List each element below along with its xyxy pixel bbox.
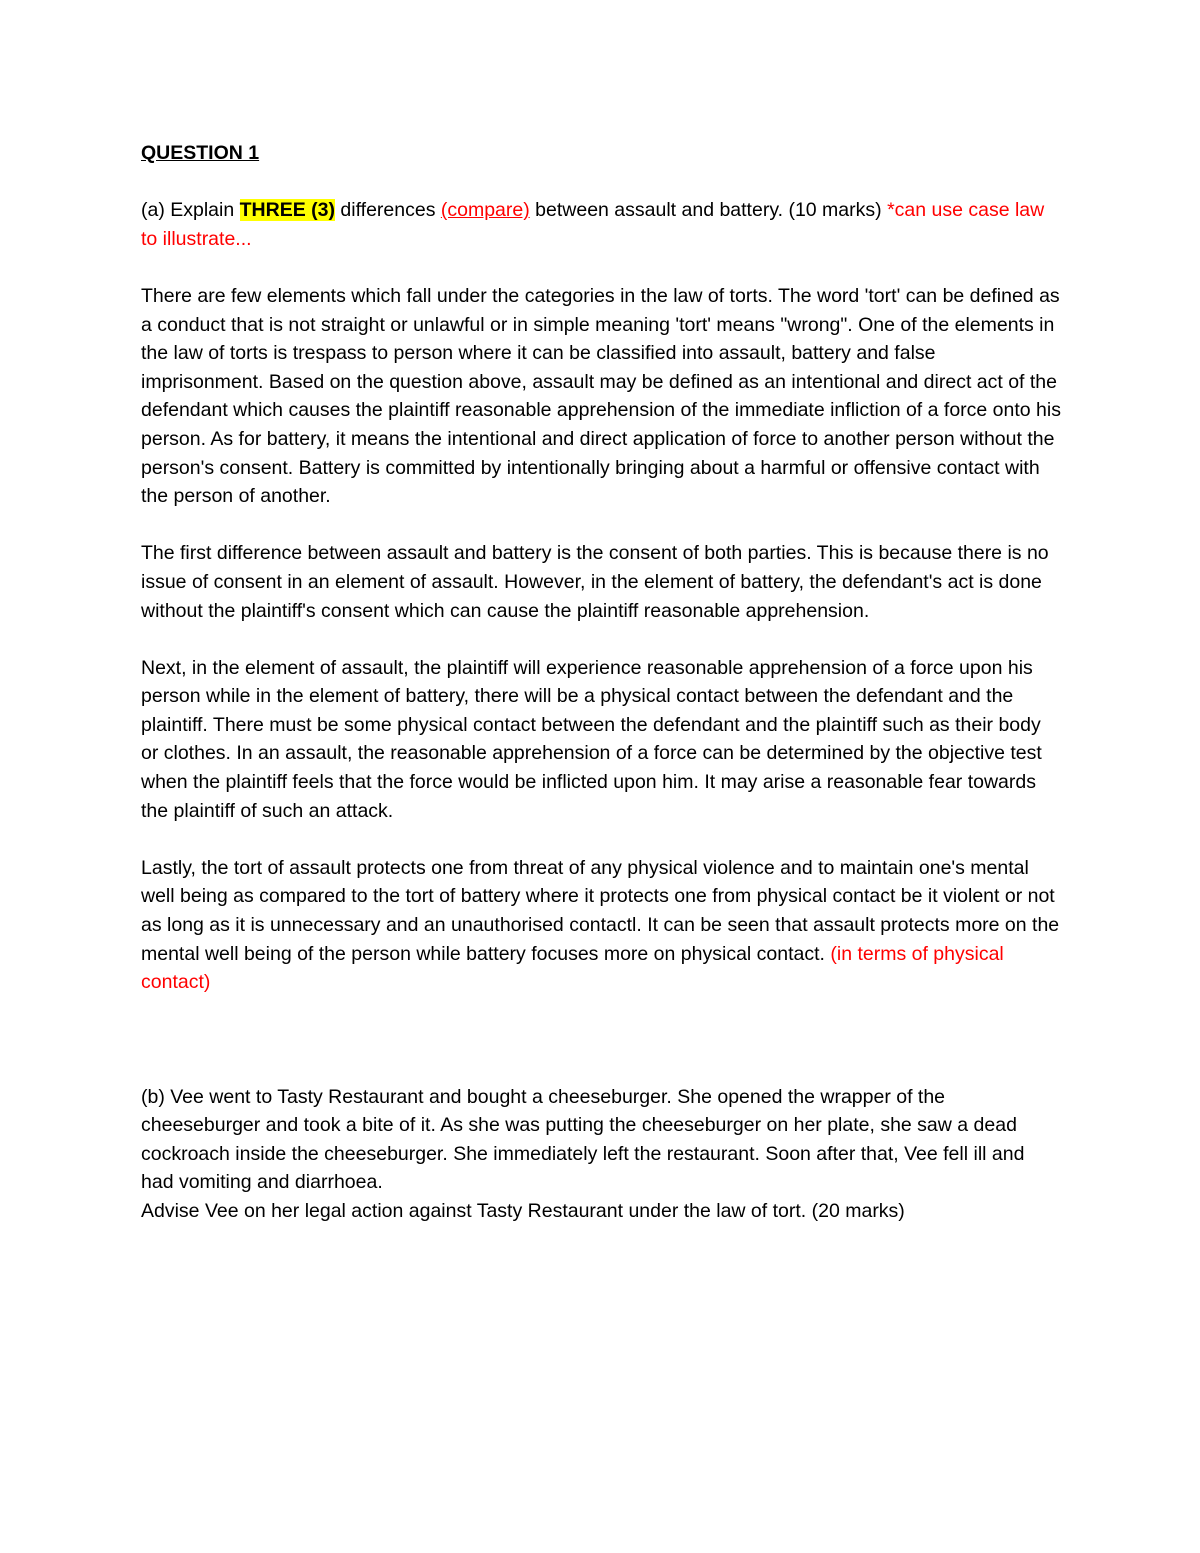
physical-contact-annotation: (in terms of physical contact) bbox=[141, 942, 1004, 994]
question-b-advise: Advise Vee on her legal action against Tasty Restaurant under the law of tort. (20 marks) bbox=[141, 1199, 905, 1222]
highlighted-marks-count: THREE (3) bbox=[239, 199, 335, 222]
paragraph-definitions: There are few elements which fall under the categories in the law of torts. The word 'tort' can be defined as a conduct that is not straight or unlawful or in simple meaning 'tort' means "wrong". One of the elements in the law of torts is trespass to person where it can be classified into assault, battery and false imprisonment. Based on the question above, assault may be defined as an intentional and direct act of the defendant which causes the plaintiff reasonable apprehension of the immediate infliction of a force onto his person. As for battery, it means the intentional and direct application of force to another person without the person's consent. Battery is committed by intentionally bringing about a harmful or offensive contact with the person of another. bbox=[141, 284, 1061, 508]
compare-annotation: (compare) bbox=[440, 199, 530, 222]
paragraph-first-difference: The first difference between assault and battery is the consent of both parties. This is because there is no issue of consent in an element of assault. However, in the element of battery, the defendant's act is done without the plaintiff's consent which can cause the plaintiff reasonable apprehension. bbox=[141, 542, 1049, 622]
document-page bbox=[141, 139, 1061, 1226]
spacer bbox=[141, 625, 1061, 654]
spacer bbox=[141, 168, 1061, 197]
spacer bbox=[141, 253, 1061, 282]
paragraph-third-difference bbox=[141, 854, 1061, 997]
paragraph-third-difference-text: Lastly, the tort of assault protects one from threat of any physical violence and to maintain one's mental well being as compared to the tort of battery where it protects one from physical contact be it violent or not as long as it is unnecessary and an unauthorised contactl. It can be seen that assault protects more on the mental well being of the person while battery focuses more on physical contact. bbox=[141, 856, 1060, 965]
case-law-annotation: *can use case law to illustrate... bbox=[141, 199, 1045, 250]
page-title: QUESTION 1 bbox=[141, 142, 260, 164]
question-a-prefix: (a) Explain bbox=[141, 199, 235, 222]
question-a-middle: differences bbox=[340, 199, 436, 222]
spacer bbox=[141, 997, 1061, 1083]
paragraph-second-difference: Next, in the element of assault, the plaintiff will experience reasonable apprehension of a force upon his person while in the element of battery, there will be a physical contact between the defendant and the plaintiff. There must be some physical contact between the defendant and the plaintiff such as their body or clothes. In an assault, the reasonable apprehension of a force can be determined by the objective test when the plaintiff feels that the force would be inflicted upon him. It may arise a reasonable fear towards the plaintiff of such an attack. bbox=[141, 656, 1042, 822]
question-a bbox=[141, 196, 1061, 253]
spacer bbox=[141, 511, 1061, 540]
question-a-suffix: between assault and battery. (10 marks) bbox=[535, 199, 882, 222]
spacer bbox=[141, 825, 1061, 854]
question-b: (b) Vee went to Tasty Restaurant and bought a cheeseburger. She opened the wrapper of the cheeseburger and took a bite of it. As she was putting the cheeseburger on her plate, she saw a dead cockroach inside the cheeseburger. She immediately left the restaurant. Soon after that, Vee fell ill and had vomiting and diarrhoea. bbox=[141, 1085, 1025, 1194]
